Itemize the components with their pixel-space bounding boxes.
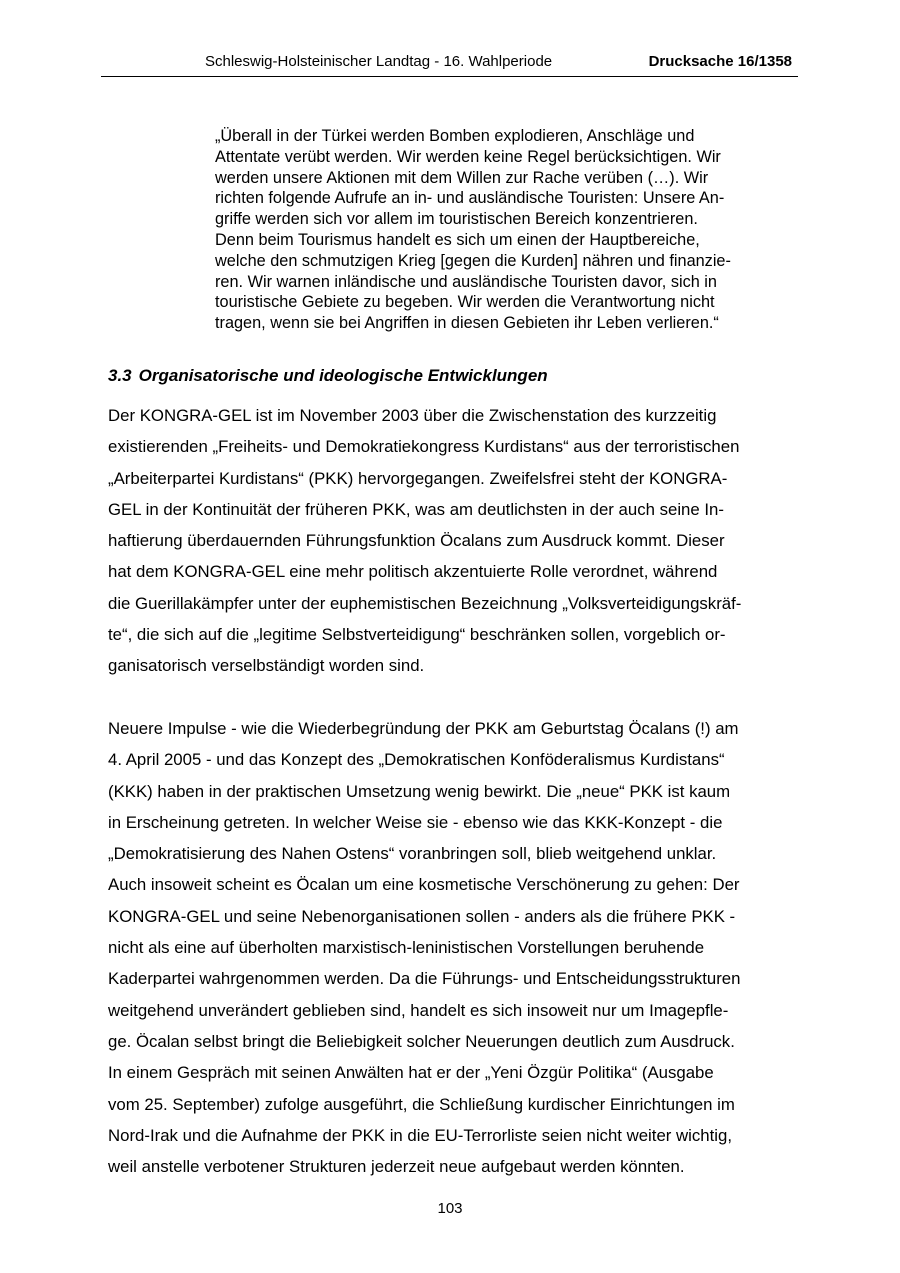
paragraph-line: haftierung überdauernden Führungsfunktion Öcalans zum Ausdruck kommt. Dieser (108, 531, 725, 551)
header-parliament-title: Schleswig-Holsteinischer Landtag - 16. Wahlperiode (205, 53, 553, 70)
paragraph-line: „Arbeiterpartei Kurdistans“ (PKK) hervorgegangen. Zweifelsfrei steht der KONGRA- (108, 468, 728, 488)
paragraph-line: ganisatorisch verselbständigt worden sind. (108, 656, 425, 676)
paragraph-line: vom 25. September) zufolge ausgeführt, die Schließung kurdischer Einrichtungen im (108, 1094, 735, 1114)
paragraph-line: „Demokratisierung des Nahen Ostens“ voranbringen soll, blieb weitgehend unklar. (108, 844, 717, 864)
paragraph-line: ge. Öcalan selbst bringt die Beliebigkeit solcher Neuerungen deutlich zum Ausdruck. (108, 1031, 735, 1051)
paragraph-line: Nord-Irak und die Aufnahme der PKK in die EU-Terrorliste seien nicht weiter wichtig, (108, 1125, 732, 1145)
quote-line: Attentate verübt werden. Wir werden keine Regel berücksichtigen. Wir (215, 147, 721, 166)
quote-line: touristische Gebiete zu begeben. Wir werden die Verantwortung nicht (215, 293, 715, 312)
quote-line: welche den schmutzigen Krieg [gegen die Kurden] nähren und finanzie- (215, 251, 731, 270)
paragraph-line: weitgehend unverändert geblieben sind, handelt es sich insoweit nur um Imagepfle- (108, 1000, 729, 1020)
quote-line: richten folgende Aufrufe an in- und ausländische Touristen: Unsere An- (215, 189, 725, 208)
quote-line: ren. Wir warnen inländische und ausländische Touristen davor, sich in (215, 272, 717, 291)
paragraph-line: nicht als eine auf überholten marxistisch-leninistischen Vorstellungen beruhende (108, 938, 705, 958)
paragraph-line: te“, die sich auf die „legitime Selbstverteidigung“ beschränken sollen, vorgeblich or- (108, 625, 726, 645)
section-number: 3.3 (108, 366, 132, 385)
quote-line: werden unsere Aktionen mit dem Willen zur Rache verüben (…). Wir (215, 168, 709, 187)
paragraph-line: Neuere Impulse - wie die Wiederbegründung der PKK am Geburtstag Öcalans (!) am (108, 719, 739, 738)
paragraph-line: KONGRA-GEL und seine Nebenorganisationen sollen - anders als die frühere PKK - (108, 906, 736, 926)
paragraph-line: existierenden „Freiheits- und Demokratiekongress Kurdistans“ aus der terroristischen (108, 437, 740, 457)
paragraph-new-impulses (108, 713, 798, 1182)
paragraph-line: 4. April 2005 - und das Konzept des „Demokratischen Konföderalismus Kurdistans“ (108, 750, 725, 770)
paragraph-line: die Guerillakämpfer unter der euphemistischen Bezeichnung „Volksverteidigungskräf- (108, 593, 742, 613)
page-number: 103 (437, 1200, 463, 1217)
paragraph-line: weil anstelle verbotener Strukturen jederzeit neue aufgebaut werden könnten. (108, 1157, 685, 1177)
paragraph-line: Kaderpartei wahrgenommen werden. Da die Führungs- und Entscheidungsstrukturen (108, 969, 741, 989)
quote-line: griffe werden sich vor allem im touristischen Bereich konzentrieren. (215, 210, 698, 229)
section-title: Organisatorische und ideologische Entwicklungen (138, 366, 548, 385)
paragraph-line: Auch insoweit scheint es Öcalan um eine kosmetische Verschönerung zu gehen: Der (108, 875, 740, 895)
quote-line: Denn beim Tourismus handelt es sich um einen der Hauptbereiche, (215, 230, 700, 249)
paragraph-line: in Erscheinung getreten. In welcher Weise sie - ebenso wie das KKK-Konzept - die (108, 812, 723, 832)
quote-line: tragen, wenn sie bei Angriffen in diesen Gebieten ihr Leben verlieren.“ (215, 314, 719, 333)
section-heading (108, 366, 548, 386)
quote-line: „Überall in der Türkei werden Bomben explodieren, Anschläge und (215, 127, 695, 145)
header-document-number: Drucksache 16/1358 (648, 53, 792, 70)
paragraph-kongra-gel-origin (108, 400, 798, 682)
paragraph-line: GEL in der Kontinuität der früheren PKK, was am deutlichsten in der auch seine In- (108, 499, 724, 519)
page-header (101, 52, 798, 77)
paragraph-line: hat dem KONGRA-GEL eine mehr politisch akzentuierte Rolle verordnet, während (108, 562, 718, 582)
paragraph-line: In einem Gespräch mit seinen Anwälten hat er der „Yeni Özgür Politika“ (Ausgabe (108, 1063, 714, 1083)
paragraph-line: (KKK) haben in der praktischen Umsetzung wenig bewirkt. Die „neue“ PKK ist kaum (108, 781, 731, 801)
paragraph-line: Der KONGRA-GEL ist im November 2003 über die Zwischenstation des kurzzeitig (108, 406, 717, 425)
block-quote (215, 126, 795, 334)
